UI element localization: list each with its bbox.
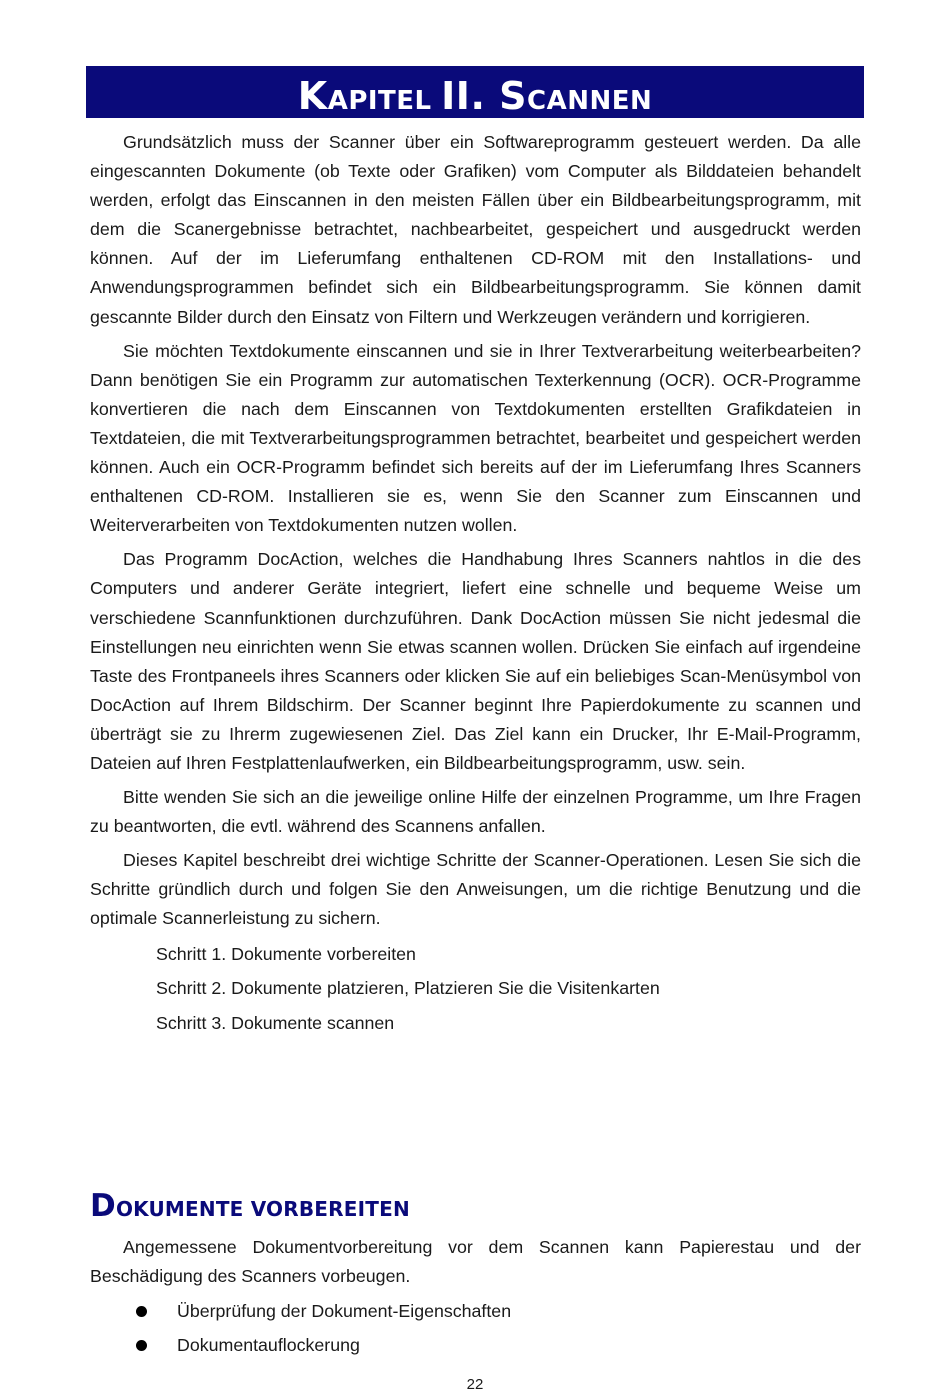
paragraph: Grundsätzlich muss der Scanner über ein Softwareprogramm gesteuert werden. Da alle eingescannten Dokumente (ob Texte oder Grafiken) vom Computer als Bilddateien behandelt werden, erfolgt das Einscannen in den meisten Fällen über ein Bildbearbeitungsprogramm, mit dem die Scanergebnisse betrachtet, nachbearbeitet, gespeichert und ausgedruckt werden können. Auf der im Lieferumfang enthaltenen CD-ROM mit den Installations- und Anwendungsprogrammen befindet sich ein Bildbearbeitungsprogramm. Sie können damit gescannte Bilder durch den Einsatz von Filtern und Werkzeugen verändern und korrigieren. [90,132,861,327]
chapter-title-numeral: II. S [441,74,527,118]
paragraph: Bitte wenden Sie sich an die jeweilige online Hilfe der einzelnen Programme, um Ihre Fragen zu beantworten, die evtl. während des Scannens anfallen. [90,787,861,837]
section-heading-rest: OKUMENTE VORBEREITEN [115,1197,410,1221]
bullet-item [90,1296,861,1330]
section-heading [90,1184,410,1231]
paragraph: Sie möchten Textdokumente einscannen und sie in Ihrer Textverarbeitung weiterbearbeiten? Dann benötigen Sie ein Programm zur automatischen Texterkennung (OCR). OCR-Programme konvertieren die nach dem Einscannen von Textdokumenten erstellten Grafikdateien in Textdateien, die mit Textverarbeitungsprogrammen betrachtet, bearbeitet und gespeichert werden können. Auch ein OCR-Programm befindet sich bereits auf der im Lieferumfang Ihres Scanners enthaltenen CD-ROM. Installieren sie es, wenn Sie den Scanner zum Einscannen und Weiterverarbeiten von Textdokumenten nutzen wollen. [90,340,861,536]
bullet-dot-icon [136,1306,147,1317]
step-item: Schritt 3. Dokumente scannen [156,1012,395,1033]
bullet-dot-icon [136,1340,147,1351]
steps-list [90,939,861,1043]
bullet-text: Dokumentauflockerung [177,1335,360,1356]
section-intro: Angemessene Dokumentvorbereitung vor dem Scannen kann Papierestau und der Beschädigung des Scanners vorbeugen. [90,1237,861,1287]
chapter-title-word-2: CANNEN [526,86,653,116]
chapter-title-banner [86,66,864,118]
chapter-title-initial: K [297,74,328,118]
paragraph: Das Programm DocAction, welches die Handhabung Ihres Scanners nahtlos in die des Computers und anderer Geräte integriert, liefert eine schnelle und bequeme Weise um verschiedene Scannfunktionen durchzuführen. Dank DocAction müssen Sie nicht jedesmal die Einstellungen neu einrichten wenn Sie etwas scannen wollen. Drücken Sie einfach auf irgendeine Taste des Frontpaneels ihres Scanners oder klicken Sie auf ein beliebiges Scan-Menüsymbol von DocAction auf Ihrem Bildschirm. Der Scanner beginnt Ihre Papierdokumente zu scannen und überträgt sie zu Ihrerm zugewiesenen Ziel. Das Ziel kann ein Drucker, Ihr E-Mail-Programm, Dateien auf Ihren Festplattenlaufwerken, ein Bildbearbeitungsprogramm, usw. sein. [90,549,861,773]
step-item: Schritt 2. Dokumente platzieren, Platzieren Sie die Visitenkarten [156,978,660,999]
paragraph: Dieses Kapitel beschreibt drei wichtige Schritte der Scanner-Operationen. Lesen Sie sich die Schritte gründlich durch und folgen Sie den Anweisungen, um die richtige Benutzung und die optimale Scannerleistung zu sichern. [90,850,861,929]
page-number: 22 [466,1376,484,1393]
bullet-list [90,1296,861,1364]
section-heading-initial: D [90,1188,116,1224]
section-body [90,1233,861,1364]
bullet-item [90,1330,861,1364]
step-item: Schritt 1. Dokumente vorbereiten [156,943,416,964]
bullet-text: Überprüfung der Dokument-Eigenschaften [177,1301,512,1322]
chapter-title-word: APITEL [327,86,442,116]
chapter-body [90,128,861,1042]
